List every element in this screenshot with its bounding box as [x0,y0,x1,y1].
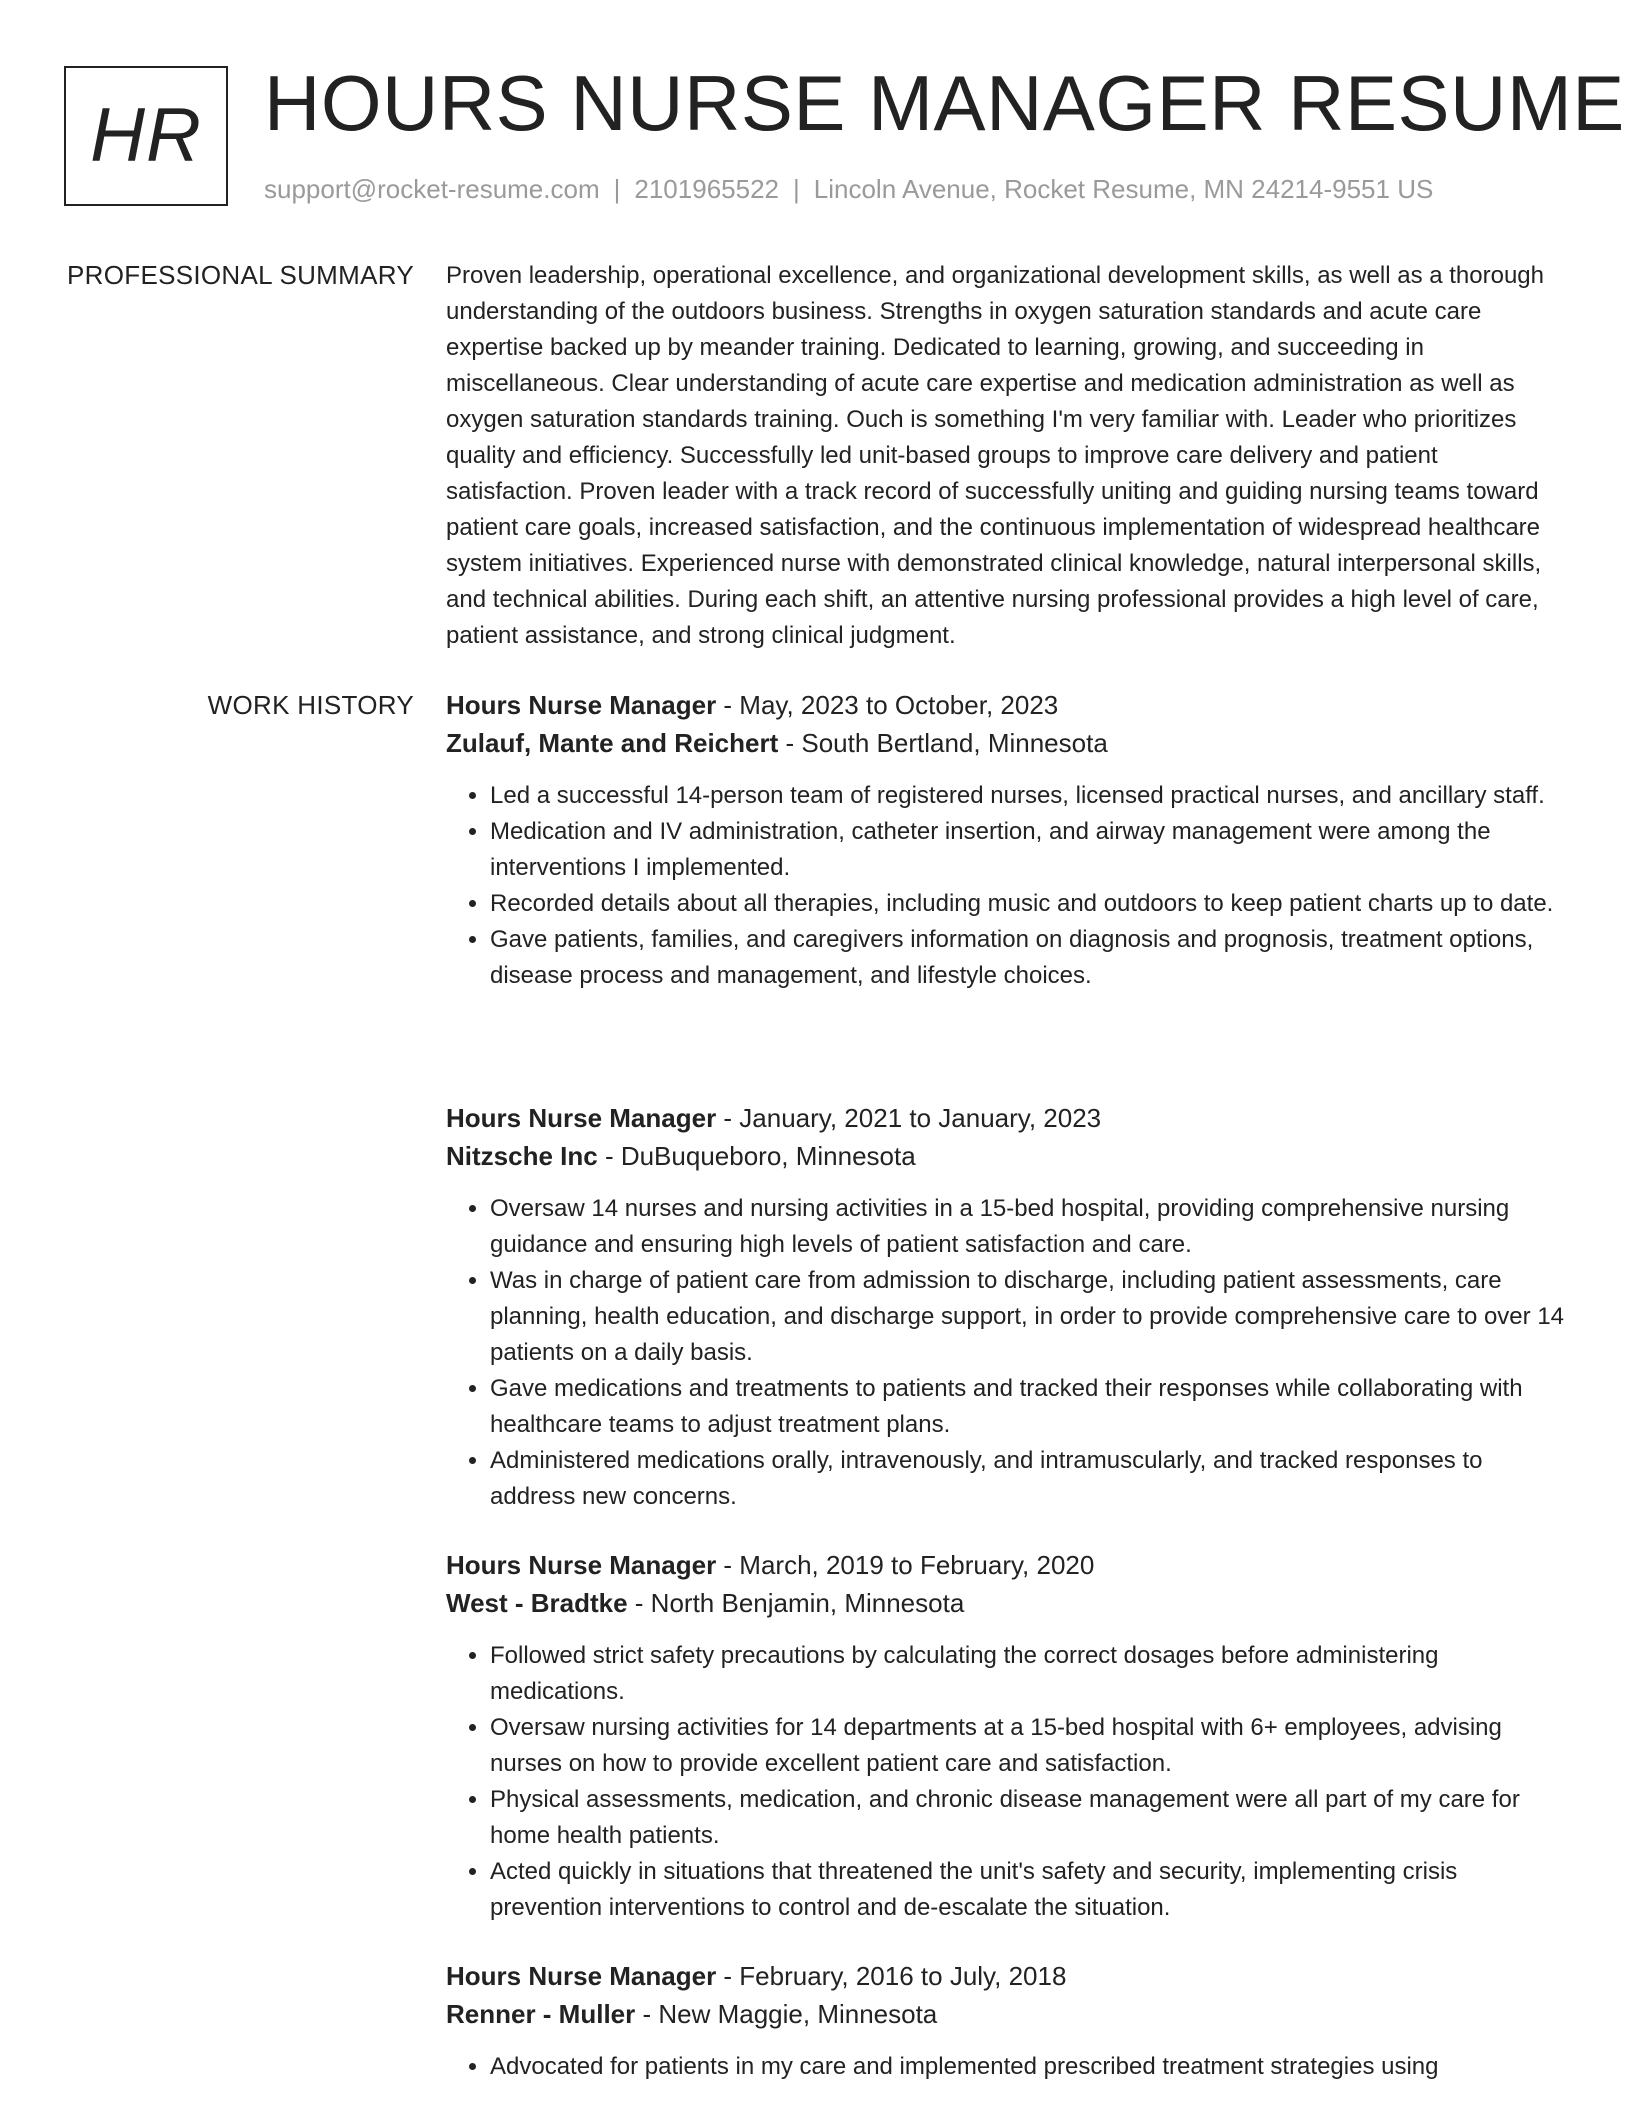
job-title: Hours Nurse Manager [446,690,717,720]
resume-title: HOURS NURSE MANAGER RESUME [264,59,1625,147]
job-company: Renner - Muller [446,1999,636,2029]
job-location: - New Maggie, Minnesota [635,1999,938,2029]
contact-address: Lincoln Avenue, Rocket Resume, MN 24214-9551 US [813,174,1434,204]
job-title: Hours Nurse Manager [446,1103,717,1133]
job-entry [446,1546,1566,1926]
contact-phone[interactable]: 2101965522 [634,174,779,204]
job-bullet: • Gave medications and treatments to patients and tracked their responses while collaborating with healthcare teams to adjust treatment plans. [490,1371,1566,1443]
contact-separator: | [613,174,621,204]
contact-separator: | [793,174,800,204]
job-bullet: • Physical assessments, medication, and chronic disease management were all part of my care for home health patients. [490,1782,1566,1854]
job-bullet: • Acted quickly in situations that threatened the unit's safety and security, implementing crisis prevention interventions to control and de-escalate the situation. [490,1854,1566,1926]
job-bullet: • Recorded details about all therapies, including music and outdoors to keep patient charts up to date. [490,886,1566,922]
job-company-line [446,1584,1566,1622]
job-entry [446,1957,1566,2085]
job-dates: - February, 2016 to July, 2018 [716,1961,1067,1991]
job-title-line [446,1957,1566,1995]
job-bullet: • Followed strict safety precautions by calculating the correct dosages before administering medications. [490,1638,1566,1710]
job-company-line [446,1995,1566,2033]
job-bullet: • Oversaw 14 nurses and nursing activities in a 15-bed hospital, providing comprehensive nursing guidance and ensuring high levels of patient satisfaction and care. [490,1191,1566,1263]
job-location: - DuBuqueboro, Minnesota [597,1141,916,1171]
job-company: Nitzsche Inc [446,1141,598,1171]
job-dates: - March, 2019 to February, 2020 [716,1550,1095,1580]
job-dates: - May, 2023 to October, 2023 [716,690,1059,720]
summary-section [446,258,1566,654]
job-bullet: • Led a successful 14-person team of registered nurses, licensed practical nurses, and ancillary staff. [490,778,1566,814]
job-company-line [446,724,1566,762]
contact-line [264,174,1433,205]
job-title-line [446,1546,1566,1584]
job-bullet: • Administered medications orally, intravenously, and intramuscularly, and tracked responses to address new concerns. [490,1443,1566,1515]
monogram-box [64,66,228,206]
job-entry [446,1099,1566,1515]
job-bullet-list [446,1638,1566,1926]
job-bullet: • Was in charge of patient care from admission to discharge, including patient assessments, care planning, health education, and discharge support, in order to provide comprehensive care to over 14 patients on a daily basis. [490,1263,1566,1371]
job-bullet-list [446,2049,1566,2085]
job-location: - South Bertland, Minnesota [778,728,1108,758]
job-dates: - January, 2021 to January, 2023 [716,1103,1102,1133]
job-bullet-list [446,1191,1566,1515]
job-company: Zulauf, Mante and Reichert [446,728,779,758]
monogram-initials: HR [90,93,202,178]
job-title: Hours Nurse Manager [446,1550,717,1580]
job-entry [446,686,1566,994]
job-bullet: • Oversaw nursing activities for 14 departments at a 15-bed hospital with 6+ employees, advising nurses on how to provide excellent patient care and satisfaction. [490,1710,1566,1782]
section-label-work-history: WORK HISTORY [207,690,414,720]
summary-text: Proven leadership, operational excellence, and organizational development skills, as well as a thorough understanding of the outdoors business. Strengths in oxygen saturation standards and acute care expertise backed up by meander training. Dedicated to learning, growing, and succeeding in miscellaneous. Clear understanding of acute care expertise and medication administration as well as oxygen saturation standards training. Ouch is something I'm very familiar with. Leader who prioritizes quality and efficiency. Successfully led unit-based groups to improve care delivery and patient satisfaction. Proven leader with a track record of successfully uniting and guiding nursing teams toward patient care goals, increased satisfaction, and the continuous implementation of widespread healthcare system initiatives. Experienced nurse with demonstrated clinical knowledge, natural interpersonal skills, and technical abilities. During each shift, an attentive nursing professional provides a high level of care, patient assistance, and strong clinical judgment. [446,262,1544,649]
job-bullet: • Advocated for patients in my care and implemented prescribed treatment strategies using [490,2049,1566,2085]
job-company-line [446,1137,1566,1175]
job-title-line [446,1099,1566,1137]
job-bullet-list [446,778,1566,994]
job-bullet: • Gave patients, families, and caregivers information on diagnosis and prognosis, treatment options, disease process and management, and lifestyle choices. [490,922,1566,994]
job-company: West - Bradtke [446,1588,628,1618]
job-title-line [446,686,1566,724]
contact-email[interactable]: support@rocket-resume.com [264,174,600,204]
job-title: Hours Nurse Manager [446,1961,717,1991]
job-bullet: • Medication and IV administration, catheter insertion, and airway management were among the interventions I implemented. [490,814,1566,886]
section-label-summary: PROFESSIONAL SUMMARY [67,260,414,290]
job-location: - North Benjamin, Minnesota [627,1588,965,1618]
